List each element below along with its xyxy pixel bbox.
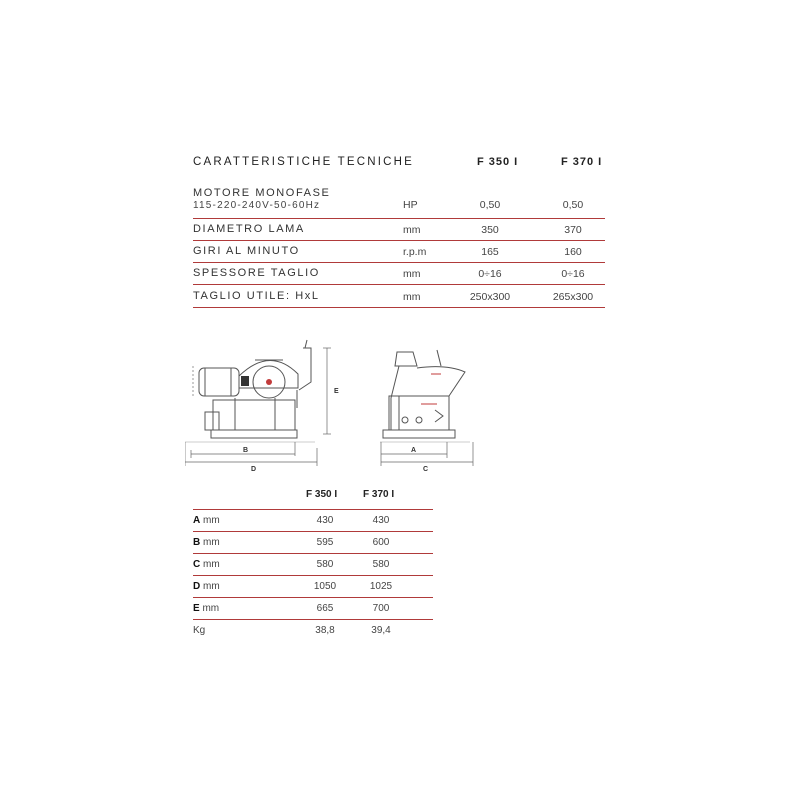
dimensions-col-f350: F 350 I xyxy=(306,489,338,500)
dimension-value-f350: 38,8 xyxy=(315,625,335,636)
dimension-key: E mm xyxy=(193,603,220,614)
spec-label: GIRI AL MINUTO xyxy=(193,245,300,257)
spec-value-f370: 265x300 xyxy=(552,291,594,303)
dimension-row-c xyxy=(193,554,433,576)
dimension-value-f350: 430 xyxy=(316,515,334,526)
spec-row-taglio-utile xyxy=(193,285,605,308)
spec-label: DIAMETRO LAMA xyxy=(193,223,305,235)
dimension-key: A mm xyxy=(193,515,220,526)
spec-value-f370: 0÷16 xyxy=(561,268,585,280)
front-view-dimension-lines xyxy=(185,348,331,466)
dimension-value-f350: 580 xyxy=(316,559,334,570)
spec-value-f370: 160 xyxy=(564,246,582,258)
spec-unit: HP xyxy=(403,199,418,211)
dimension-row-weight xyxy=(193,620,433,641)
spec-label: TAGLIO UTILE: HxL xyxy=(193,290,320,302)
dimension-label-e: E xyxy=(334,388,339,395)
spec-unit: mm xyxy=(403,291,421,303)
specs-table xyxy=(193,152,605,308)
dimension-value-f370: 600 xyxy=(372,537,390,548)
dimension-key: D mm xyxy=(193,581,220,592)
dimension-value-f370: 39,4 xyxy=(371,625,391,636)
spec-value-f350: 165 xyxy=(481,246,499,258)
dimensions-header xyxy=(193,485,433,509)
spec-unit: r.p.m xyxy=(403,246,427,258)
spec-row-giri xyxy=(193,241,605,263)
dimension-value-f370: 580 xyxy=(372,559,390,570)
dimension-value-f370: 1025 xyxy=(369,581,393,592)
side-view-drawing xyxy=(380,350,470,442)
dimension-label-d: D xyxy=(251,466,257,473)
slicer-technical-drawings xyxy=(185,338,485,478)
dimension-row-d xyxy=(193,576,433,598)
spec-label: MOTORE MONOFASE xyxy=(193,187,331,199)
spec-label: SPESSORE TAGLIO xyxy=(193,267,320,279)
spec-value-f350: 0÷16 xyxy=(478,268,502,280)
side-view-dimension-lines xyxy=(381,442,473,466)
dimension-value-f370: 700 xyxy=(372,603,390,614)
spec-row-spessore xyxy=(193,263,605,285)
front-view-drawing xyxy=(185,340,315,442)
dimension-row-b xyxy=(193,532,433,554)
spec-row-diametro xyxy=(193,219,605,241)
dimension-row-e xyxy=(193,598,433,620)
dimension-key: B mm xyxy=(193,537,220,548)
dimension-key: Kg xyxy=(193,625,206,636)
dimension-value-f350: 595 xyxy=(316,537,334,548)
dimension-value-f350: 665 xyxy=(316,603,334,614)
spec-value-f370: 370 xyxy=(564,224,582,236)
dimension-value-f370: 430 xyxy=(372,515,390,526)
spec-unit: mm xyxy=(403,224,421,236)
dimensions-table xyxy=(193,485,433,641)
specs-title: CARATTERISTICHE TECNICHE xyxy=(193,156,415,168)
dimension-label-c: C xyxy=(423,466,429,473)
spec-value-f350: 0,50 xyxy=(479,199,501,211)
specs-header xyxy=(193,152,605,174)
spec-value-f370: 0,50 xyxy=(562,199,584,211)
dimension-key: C mm xyxy=(193,559,220,570)
spec-value-f350: 250x300 xyxy=(469,291,511,303)
dimension-label-a: A xyxy=(411,447,417,454)
spec-sublabel: 115-220-240V-50-60Hz xyxy=(193,200,321,211)
dimension-value-f350: 1050 xyxy=(313,581,337,592)
specs-col-f370: F 370 I xyxy=(561,156,603,168)
spec-row-motore xyxy=(193,184,605,219)
spec-value-f350: 350 xyxy=(481,224,499,236)
dimensions-col-f370: F 370 I xyxy=(363,489,395,500)
dimension-label-b: B xyxy=(243,447,249,454)
dimension-row-a xyxy=(193,510,433,532)
specs-col-f350: F 350 I xyxy=(477,156,519,168)
spec-unit: mm xyxy=(403,268,421,280)
